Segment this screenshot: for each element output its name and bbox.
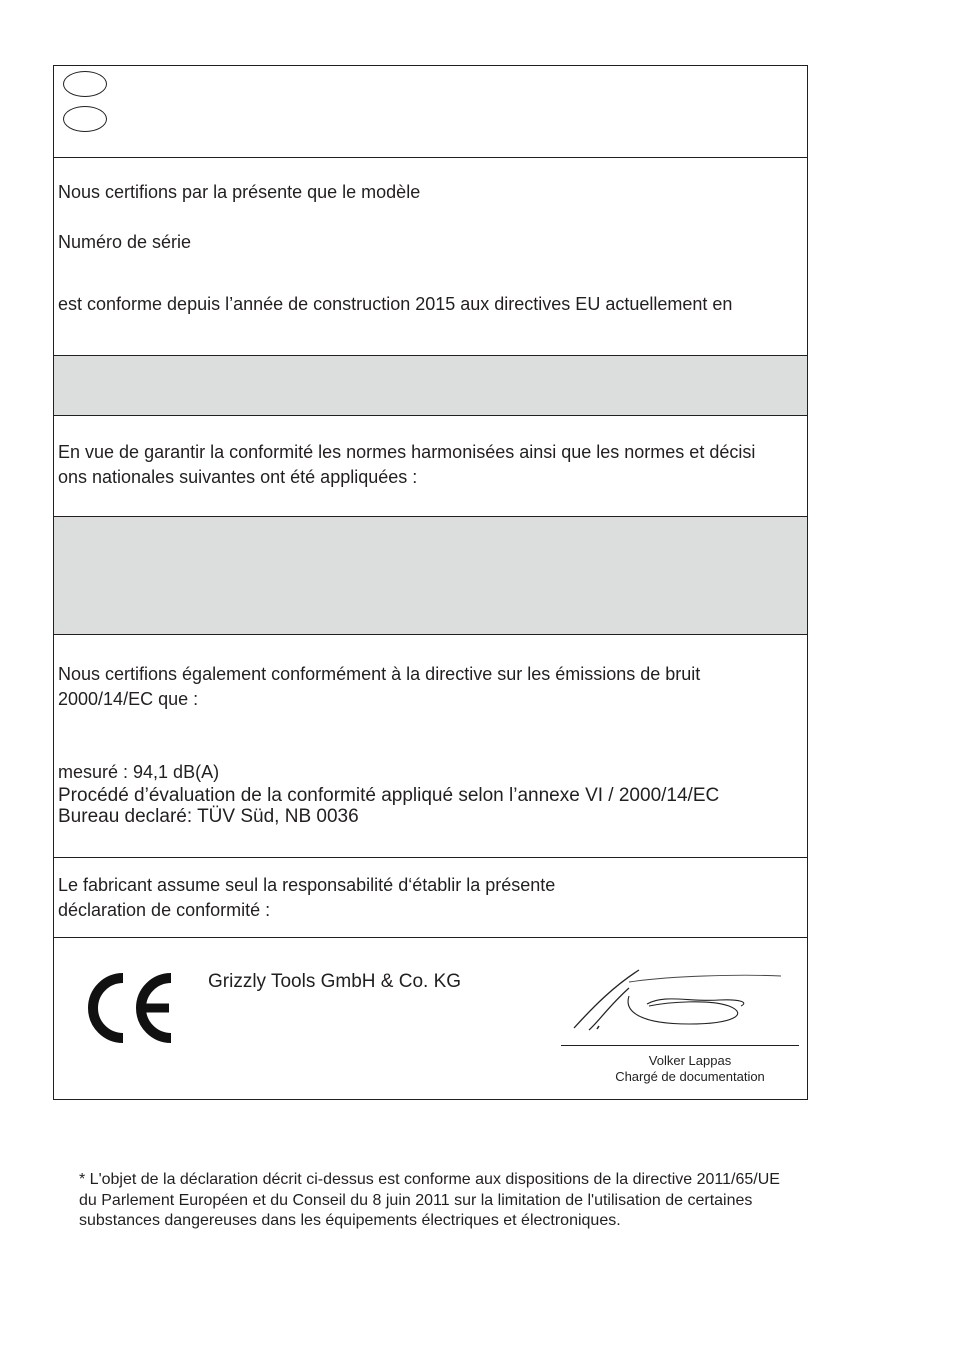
responsibility-section (54, 858, 807, 938)
ce-mark-icon (87, 972, 177, 1044)
signer-title: Chargé de documentation (615, 1069, 765, 1084)
country-badge-oval-bottom (63, 106, 107, 132)
noise-measured: mesuré : 94,1 dB(A) (58, 762, 220, 782)
rohs-footnote: * L'objet de la déclaration décrit ci-dessus est conforme aux dispositions de la directive 2011/65/UE du Parlement Européen et du Conseil du 8 juin 2011 sur la limitation de l'utilisation de certaines substances dangereuses dans les équipements électriques et électroniques. (79, 1171, 780, 1229)
conformity-statement: est conforme depuis l’année de construction 2015 aux directives EU actuellement en (58, 294, 733, 314)
responsibility-line-2: déclaration de conformité : (58, 900, 271, 920)
signature-icon (569, 966, 789, 1036)
company-name: Grizzly Tools GmbH & Co. KG (208, 971, 462, 992)
noise-bureau: Bureau declaré: TÜV Süd, NB 0036 (58, 806, 359, 827)
noise-line-2: 2000/14/EC que : (58, 689, 199, 709)
model-statement: Nous certifions par la présente que le modèle (58, 182, 421, 202)
signature-line (561, 1045, 799, 1046)
standards-line-1: En vue de garantir la conformité les normes harmonisées ainsi que les normes et décisi (58, 442, 756, 462)
standards-field (54, 517, 807, 635)
directives-field (54, 356, 807, 416)
noise-section (54, 635, 807, 858)
standards-section (54, 416, 807, 517)
declaration-frame (53, 65, 808, 1100)
standards-line-2: ons nationales suivantes ont été appliquées : (58, 467, 418, 487)
signature-section (54, 938, 807, 1099)
responsibility-line-1: Le fabricant assume seul la responsabilité d‘établir la présente (58, 875, 556, 895)
noise-procedure: Procédé d’évaluation de la conformité appliqué selon l’annexe VI / 2000/14/EC (58, 785, 720, 806)
country-badge-oval-top (63, 71, 107, 97)
header-row (54, 66, 807, 158)
noise-line-1: Nous certifions également conformément à la directive sur les émissions de bruit (58, 664, 701, 684)
signer-name: Volker Lappas (648, 1053, 732, 1068)
serial-number-label: Numéro de série (58, 232, 192, 252)
certify-section (54, 158, 807, 356)
